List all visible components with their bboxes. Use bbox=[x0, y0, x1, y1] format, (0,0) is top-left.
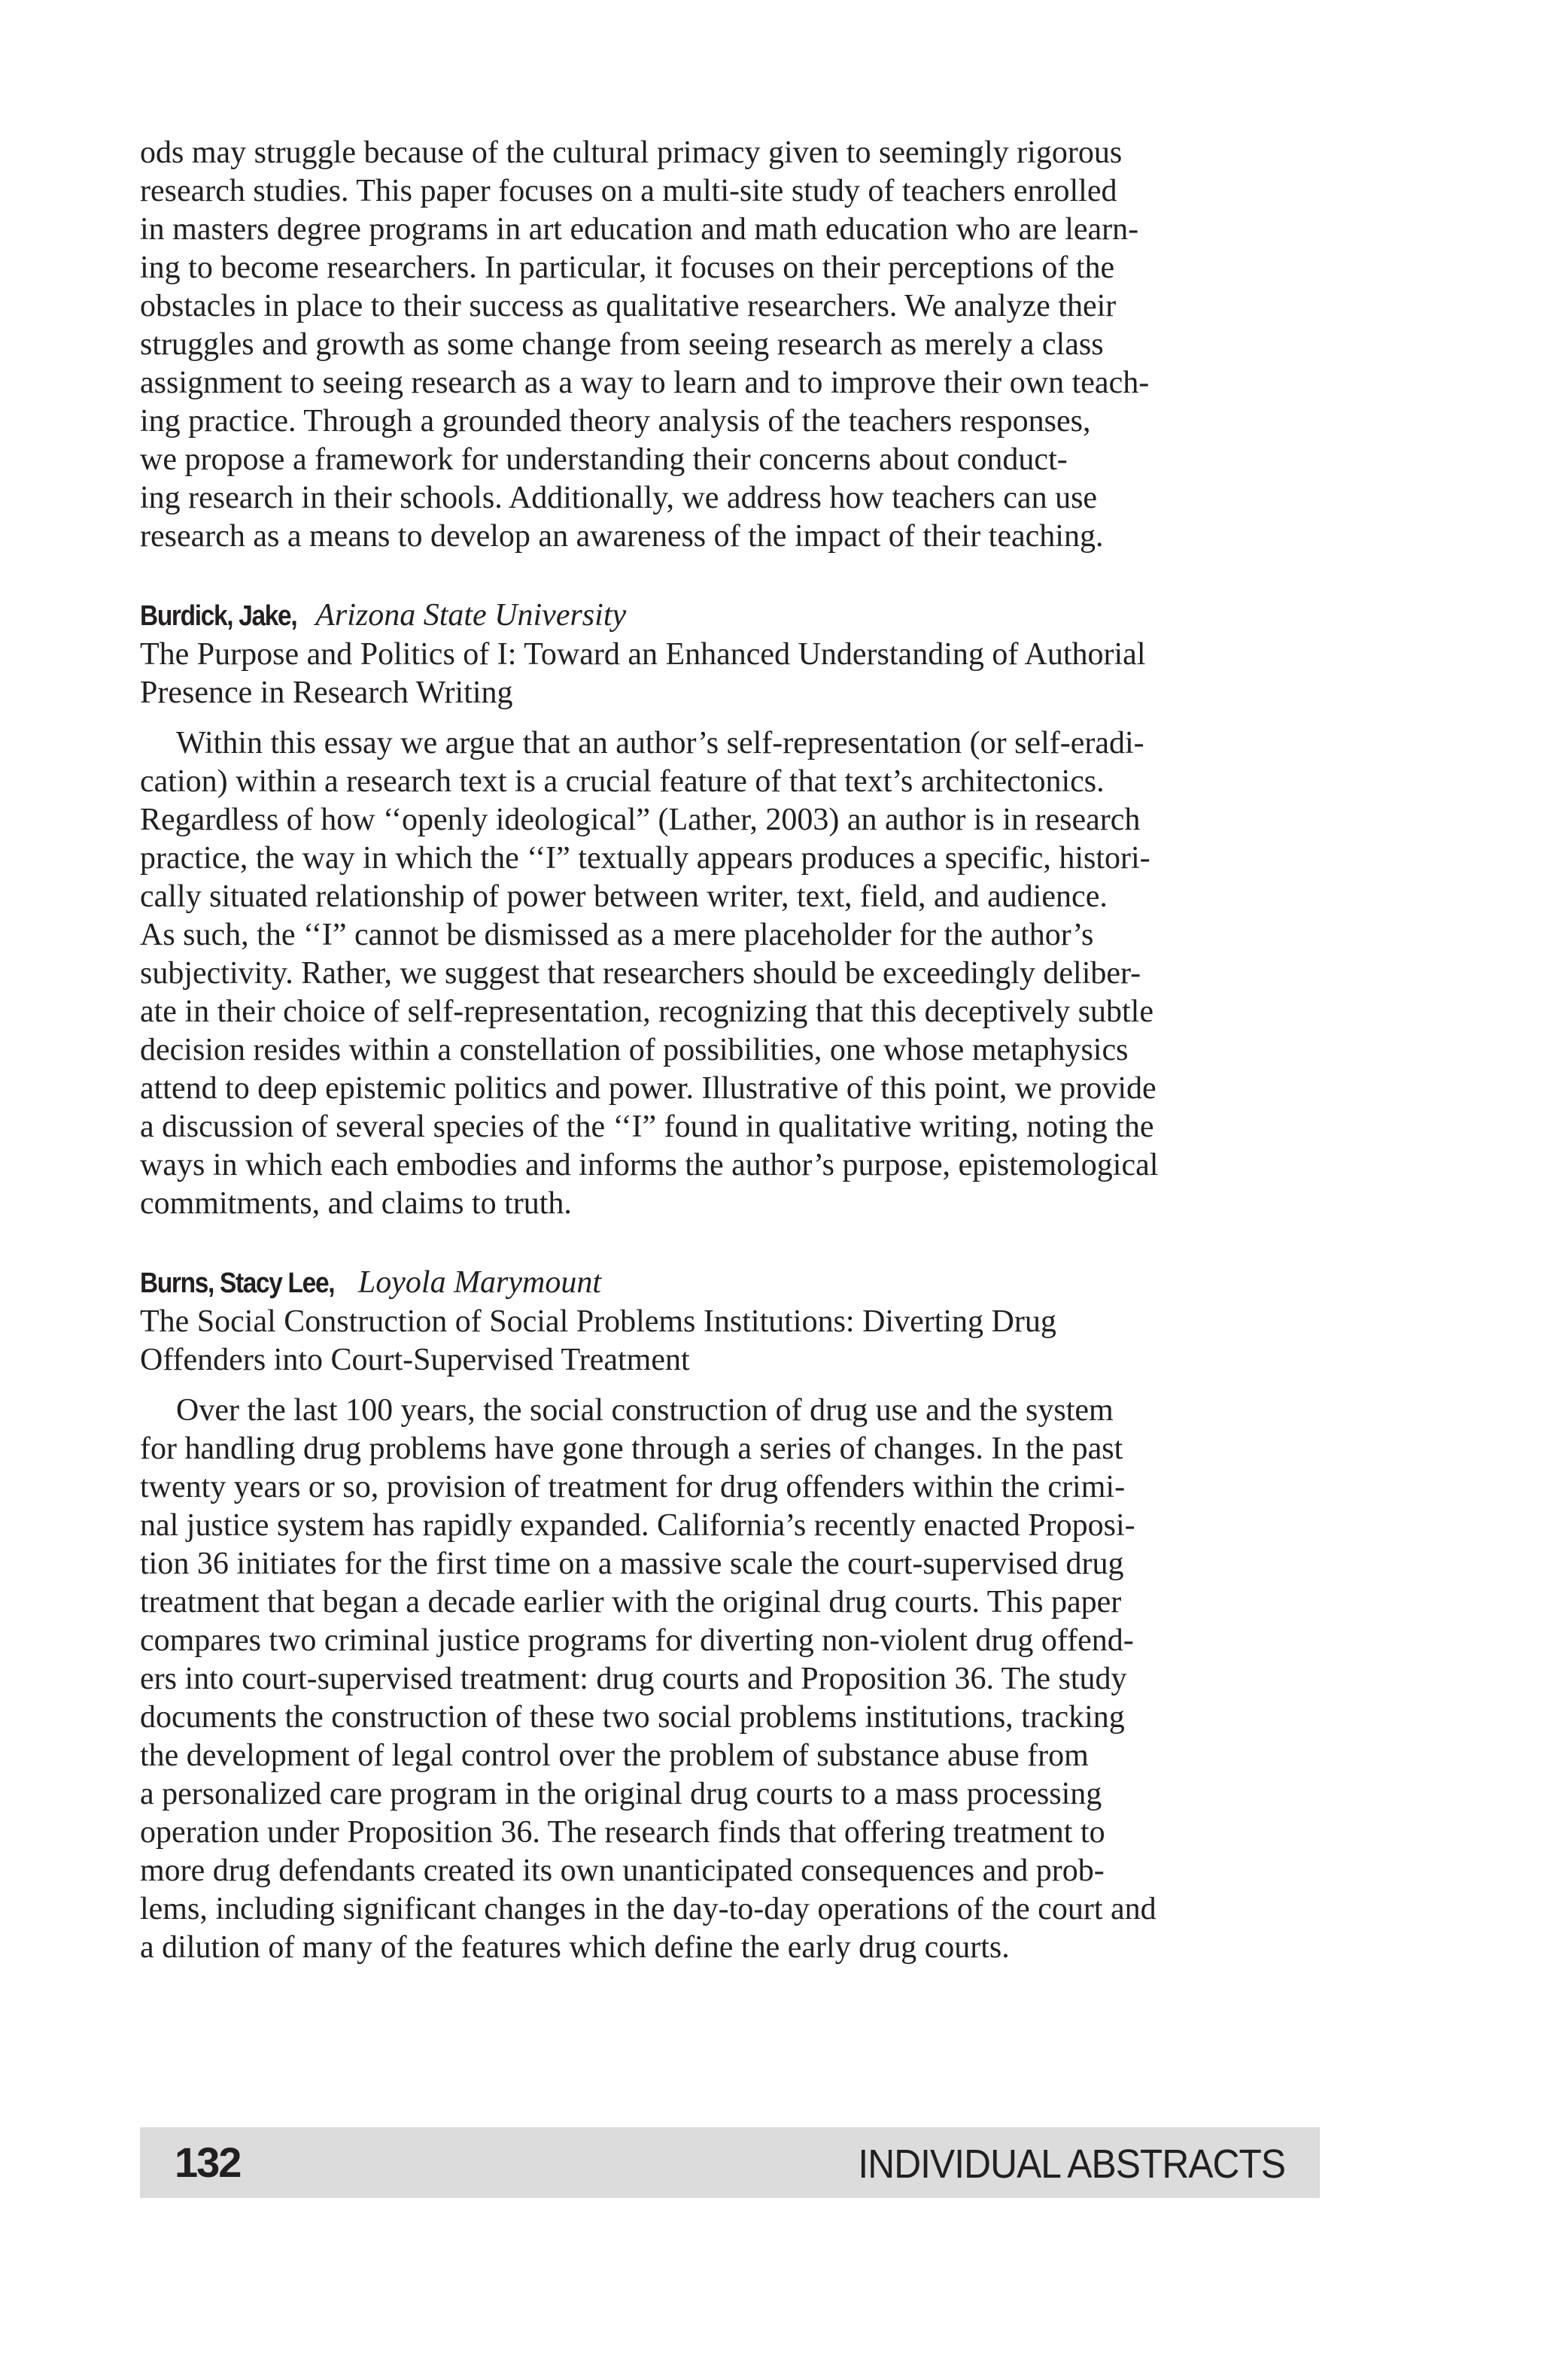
text-line: ing practice. Through a grounded theory analysis of the teachers responses, bbox=[140, 404, 1091, 439]
text-line: compares two criminal justice programs for diverting non-violent drug offend- bbox=[140, 1623, 1134, 1658]
text-line: operation under Proposition 36. The research finds that offering treatment to bbox=[140, 1815, 1105, 1850]
text-line: ing to become researchers. In particular, it focuses on their perceptions of the bbox=[140, 250, 1115, 285]
continued-abstract-paragraph bbox=[140, 134, 1314, 556]
text-line: cation) within a research text is a crucial feature of that text’s architectonics. bbox=[140, 764, 1105, 799]
text-line: cally situated relationship of power between writer, text, field, and audience. bbox=[140, 879, 1108, 914]
author-line bbox=[140, 597, 1314, 636]
abstract-entry-burdick bbox=[140, 597, 1314, 1223]
abstract-body bbox=[140, 724, 1314, 1223]
text-line: practice, the way in which the ‘‘I” textually appears produces a specific, histori- bbox=[140, 841, 1150, 876]
text-line: tion 36 initiates for the first time on a massive scale the court-supervised drug bbox=[140, 1547, 1124, 1581]
text-line: a personalized care program in the original drug courts to a mass processing bbox=[140, 1777, 1102, 1811]
author-line bbox=[140, 1264, 1314, 1303]
text-line: for handling drug problems have gone through a series of changes. In the past bbox=[140, 1431, 1123, 1466]
text-line: more drug defendants created its own unanticipated consequences and prob- bbox=[140, 1853, 1105, 1888]
author-name: Burdick, Jake, bbox=[140, 600, 297, 632]
text-line: treatment that began a decade earlier with the original drug courts. This paper bbox=[140, 1585, 1122, 1620]
text-line: ods may struggle because of the cultural primacy given to seemingly rigorous bbox=[140, 135, 1123, 170]
title-line: Presence in Research Writing bbox=[140, 675, 513, 710]
text-line: research as a means to develop an awareness of the impact of their teaching. bbox=[140, 519, 1104, 554]
text-line: documents the construction of these two social problems institutions, tracking bbox=[140, 1700, 1125, 1735]
text-line: attend to deep epistemic politics and power. Illustrative of this point, we provide bbox=[140, 1071, 1157, 1106]
abstract-title bbox=[140, 636, 1314, 712]
title-line: The Purpose and Politics of I: Toward an Enhanced Understanding of Authorial bbox=[140, 637, 1146, 672]
text-line: As such, the ‘‘I” cannot be dismissed as a mere placeholder for the author’s bbox=[140, 918, 1094, 952]
text-line: struggles and growth as some change from seeing research as merely a class bbox=[140, 327, 1104, 362]
text-line: obstacles in place to their success as qualitative researchers. We analyze their bbox=[140, 289, 1117, 323]
text-line: the development of legal control over the problem of substance abuse from bbox=[140, 1738, 1089, 1773]
running-footer-section-label: INDIVIDUAL ABSTRACTS bbox=[858, 2142, 1285, 2187]
text-line: assignment to seeing research as a way to learn and to improve their own teach- bbox=[140, 366, 1150, 400]
text-line: Within this essay we argue that an author’s self-representation (or self-eradi- bbox=[176, 726, 1144, 760]
text-line: a discussion of several species of the ‘‘I” found in qualitative writing, noting the bbox=[140, 1110, 1154, 1144]
text-line: subjectivity. Rather, we suggest that researchers should be exceedingly deliber- bbox=[140, 956, 1141, 991]
author-name: Burns, Stacy Lee, bbox=[140, 1267, 335, 1299]
title-line: Offenders into Court-Supervised Treatment bbox=[140, 1343, 690, 1377]
text-line: Regardless of how ‘‘openly ideological” (Lather, 2003) an author is in research bbox=[140, 803, 1141, 837]
text-line: twenty years or so, provision of treatment for drug offenders within the crimi- bbox=[140, 1470, 1126, 1504]
text-column bbox=[140, 134, 1314, 1967]
title-line: The Social Construction of Social Problems Institutions: Diverting Drug bbox=[140, 1304, 1056, 1339]
text-line: we propose a framework for understanding their concerns about conduct- bbox=[140, 442, 1068, 477]
text-line: a dilution of many of the features which define the early drug courts. bbox=[140, 1930, 1010, 1965]
text-line: in masters degree programs in art education and math education who are learn- bbox=[140, 212, 1139, 247]
text-line: ways in which each embodies and informs the author’s purpose, epistemological bbox=[140, 1148, 1159, 1182]
text-line: commitments, and claims to truth. bbox=[140, 1186, 572, 1221]
text-line: Over the last 100 years, the social construction of drug use and the system bbox=[176, 1393, 1114, 1428]
author-affiliation: Loyola Marymount bbox=[357, 1265, 602, 1300]
page-footer bbox=[140, 2127, 1320, 2198]
text-line: ing research in their schools. Additionally, we address how teachers can use bbox=[140, 481, 1098, 515]
text-line: ers into court-supervised treatment: drug courts and Proposition 36. The study bbox=[140, 1662, 1127, 1696]
text-line: lems, including significant changes in the day-to-day operations of the court and bbox=[140, 1892, 1157, 1926]
abstract-body bbox=[140, 1392, 1314, 1967]
page-number: 132 bbox=[175, 2139, 241, 2186]
text-line: ate in their choice of self-representation, recognizing that this deceptively subtle bbox=[140, 994, 1153, 1029]
text-line: nal justice system has rapidly expanded. California’s recently enacted Proposi- bbox=[140, 1508, 1135, 1543]
author-affiliation: Arizona State University bbox=[315, 598, 627, 633]
text-line: research studies. This paper focuses on a multi-site study of teachers enrolled bbox=[140, 174, 1117, 208]
abstract-entry-burns bbox=[140, 1264, 1314, 1967]
text-line: decision resides within a constellation of possibilities, one whose metaphysics bbox=[140, 1033, 1129, 1067]
abstract-title bbox=[140, 1303, 1314, 1380]
